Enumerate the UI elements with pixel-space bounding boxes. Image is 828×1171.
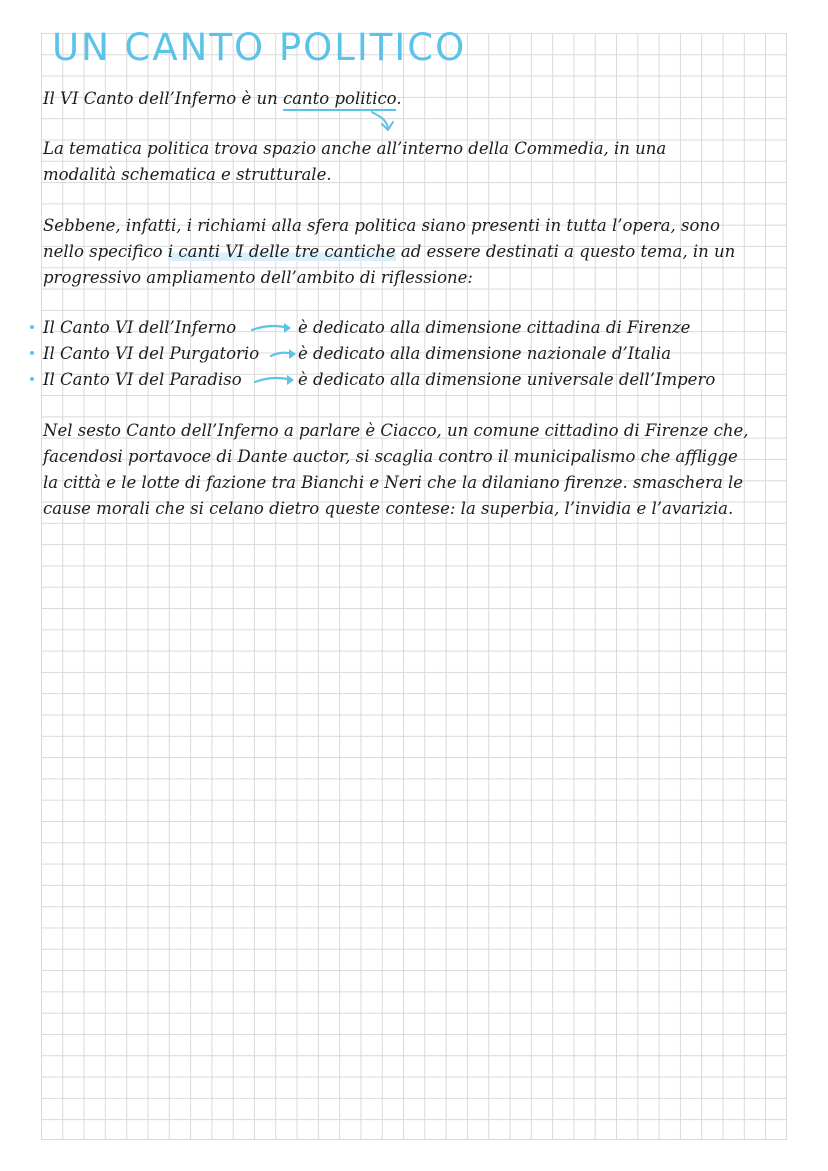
bullet-description: è dedicato alla dimensione universale dell’Impero [298,370,716,389]
intro-highlight: canto politico [283,89,396,111]
bullet-label: Il Canto VI dell’Inferno [43,318,237,337]
intro-line [43,86,402,112]
graph-paper-background [41,33,787,1140]
bullet-label: Il Canto VI del Purgatorio [43,344,260,363]
paragraph1-line1: La tematica politica trova spazio anche all’interno della Commedia, in una [43,139,667,158]
paragraph3-line3: la città e le lotte di fazione tra Bianchi e Neri che la dilaniano firenze. smaschera le [43,473,744,492]
arrow-right-icon [251,321,295,335]
paragraph2-line2 [43,239,735,265]
arrow-right-icon [270,347,300,361]
intro-suffix: . [396,89,402,108]
paragraph2-line1: Sebbene, infatti, i richiami alla sfera politica siano presenti in tutta l’opera, sono [43,216,720,235]
paragraph2-line2-suffix: ad essere destinati a questo tema, in un [395,242,736,261]
bullet-dot [30,351,34,355]
paragraph3-line2: facendosi portavoce di Dante auctor, si scaglia contro il municipalismo che affligge [43,447,738,466]
bullet-label: Il Canto VI del Paradiso [43,370,242,389]
bullet-dot [30,325,34,329]
paragraph2-line3: progressivo ampliamento dell’ambito di riflessione: [43,268,473,287]
paragraph1-line2: modalità schematica e strutturale. [43,165,332,184]
page-title: UN CANTO POLITICO [52,26,467,69]
arrow-right-icon [254,373,298,387]
bullet-description: è dedicato alla dimensione nazionale d’Italia [298,344,672,363]
paragraph3-line1: Nel sesto Canto dell’Inferno a parlare è Ciacco, un comune cittadino di Firenze che, [43,421,749,440]
bullet-description: è dedicato alla dimensione cittadina di Firenze [298,318,691,337]
paragraph3-line4: cause morali che si celano dietro queste contese: la superbia, l’invidia e l’avarizia. [43,499,734,518]
paragraph2-highlight: i canti VI delle tre cantiche [167,242,396,261]
bullet-dot [30,377,34,381]
intro-prefix: Il VI Canto dell’Inferno è un [43,89,283,108]
paragraph2-line2-prefix: nello specifico [43,242,168,261]
curved-arrow-icon [368,110,398,138]
